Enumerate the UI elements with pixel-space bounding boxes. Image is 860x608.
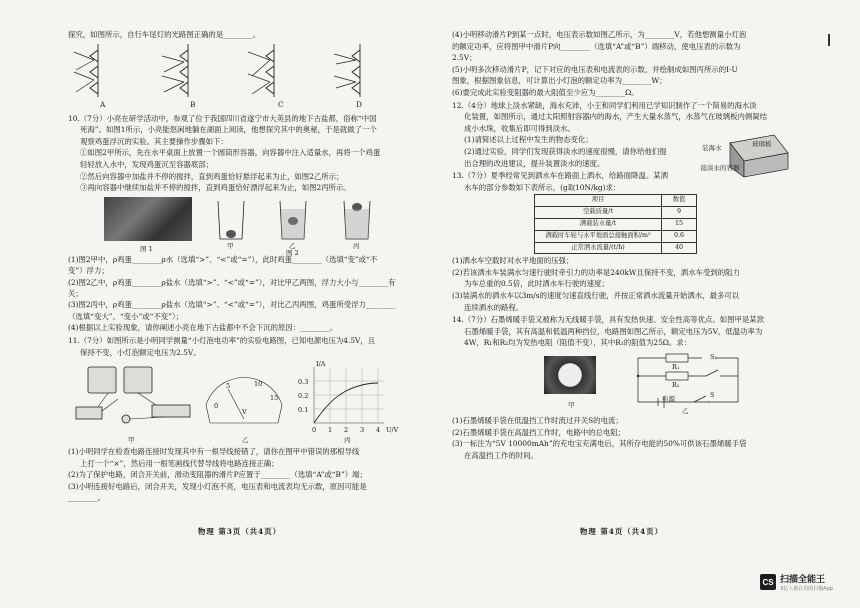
q10-subquestions xyxy=(68,255,404,334)
truck-params-table xyxy=(534,194,697,254)
q13-subquestions xyxy=(452,256,790,313)
q12-line: 化装置，如图所示，通过太阳照射容器内的海水，产生大量水蒸气，水蒸气在玻璃板内侧凝结 xyxy=(464,112,768,122)
fig1-caption: 图 1 xyxy=(140,244,153,253)
watermark-text xyxy=(780,572,833,592)
mirror-label-c: C xyxy=(278,99,284,109)
question-12 xyxy=(452,101,790,170)
mirror-figure xyxy=(68,42,404,112)
q10-figures xyxy=(68,195,404,255)
graph-xlabel: U/V xyxy=(386,426,399,435)
label-container: 接淡水的容器 xyxy=(700,163,740,172)
mirror-diagrams xyxy=(68,42,404,112)
fig2-bing: 丙 xyxy=(353,241,360,250)
table-cell: 0.6 xyxy=(662,230,697,242)
q13-sub: (2)若该洒水车装满水匀速行驶时牵引力的功率是240kW且保持不变，洒水车受到的阻力 xyxy=(452,267,740,277)
graph-xtick: 3 xyxy=(360,426,365,435)
q13-sub: 连续洒水的路程。 xyxy=(464,302,524,312)
page-footer-left: 物理 第3页（共4页） xyxy=(198,527,281,536)
table-cell: 满载装水量/t xyxy=(535,218,662,230)
table-row xyxy=(535,218,697,230)
table-cell: 空载质量/t xyxy=(535,207,662,219)
table-cell: 40 xyxy=(662,242,697,254)
q10-line: 观察鸡蛋浮沉的实验。其主要操作步骤如下： xyxy=(80,136,228,146)
label-seawater: 装海水 xyxy=(702,143,722,152)
q14-sub: 在高温挡工作的时间。 xyxy=(464,450,538,460)
graph-xtick: 4 xyxy=(376,426,381,435)
q10-line: 轻轻放入水中，发现鸡蛋沉至容器底部； xyxy=(80,159,214,169)
q11c-line: (4)小明移动滑片P到某一点时，电压表示数如图乙所示，为________V，若他想测量小灯泡 xyxy=(452,30,747,39)
mirror-label-a: A xyxy=(100,99,106,109)
q14-subquestions xyxy=(452,416,790,461)
q11-sub: 上打一个“×”，然后用一根笔画线代替导线将电路连接正确； xyxy=(80,458,279,468)
q10-line: ③再向容器中继续加盐并不停的搅拌，直到鸡蛋恰好漂浮起来为止，如图2丙所示。 xyxy=(80,183,351,193)
graph-ytick: 0.2 xyxy=(298,392,309,401)
graph-ylabel: I/A xyxy=(316,360,326,369)
q11c-line: 图象，根据图象信息，可计算出小灯泡的额定功率为________W； xyxy=(452,76,667,86)
q10-sub: (4)根据以上实验现象，请你阐述小亮在地下古盐都中不会下沉的原因：________。 xyxy=(68,323,338,333)
meter-tick: 0 xyxy=(214,402,219,411)
q13-sub: (3)装满水的洒水车以3m/s的速度匀速直线行驶，并按正常洒水流量开始洒水，最多可以 xyxy=(452,291,740,301)
table-header-row xyxy=(535,195,697,207)
q11-sub: (3)小明连接好电路后，闭合开关，发现小灯泡不亮，电压表和电流表均无示数，原因可能是 xyxy=(68,481,367,491)
q10-sub: (3)图2丙中，ρ鸡蛋________ρ盐水（选填“>”、“<”或“=”），对比乙丙两图，鸡蛋所受浮力________ xyxy=(68,300,396,310)
q12-line: 成小水珠，收集后即可得到淡水。 xyxy=(464,123,575,133)
meter-tick: 10 xyxy=(254,380,263,389)
q11-line: 保持不变，小灯泡额定电压为2.5V。 xyxy=(80,347,201,357)
table-cell: 15 xyxy=(662,218,697,230)
q11-line: 11.（7分）如图所示是小明同学测量“小灯泡电功率”的实验电路图，已知电源电压为4.5V，且 xyxy=(68,335,376,345)
page-footer-right: 物理 第4页（共4页） xyxy=(580,527,663,536)
q12-line: (2)通过实验，同学们发现获得淡水的速度很慢，请你给他们提 xyxy=(464,146,667,156)
q10-sub: (2)图2乙中，ρ鸡蛋________ρ盐水（选填“>”、“<”或“=”），对比甲乙两图，浮力大小与________有关； xyxy=(68,277,396,298)
q11-subquestions xyxy=(68,447,404,504)
graph-xtick: 2 xyxy=(344,426,349,435)
q14-fig-jia: 甲 xyxy=(568,401,575,410)
q10-line: ②然后向容器中加盐并不停的搅拌，直到鸡蛋恰好悬浮起来为止，如图2乙所示； xyxy=(80,171,344,181)
q13-line: 13.（7分）夏季经常见到洒水车在路面上洒水，给路面降温。某洒 xyxy=(452,171,669,181)
q11-sub: (1)小明同学在检查电路连接时发现其中有一根导线接错了，请你在图甲中错误的那根导线 xyxy=(68,447,360,457)
camscanner-logo-icon: CS xyxy=(760,574,776,590)
q14-line: 石墨烯暖手袋，其有高温和低温两种挡位，电路图如图乙所示，额定电压为5V，低温功率为 xyxy=(464,326,763,336)
q11-sub: ________。 xyxy=(68,493,105,503)
table-cell: 9 xyxy=(662,207,697,219)
q12-line: 12.（4分）地球上淡水紧缺，海水充沛，小王和同学们利用已学知识制作了一个简易的海水淡 xyxy=(452,100,757,110)
mirror-label-d: D xyxy=(356,99,362,109)
q14-figures xyxy=(452,350,790,416)
explore-line: 探究，如图所示，自行车尾灯的光路图正确的是________。 xyxy=(68,30,261,39)
table-header: 项目 xyxy=(535,195,662,207)
label-power: 电源 xyxy=(662,395,675,404)
table-header: 数值 xyxy=(662,195,697,207)
fig2-yi: 乙 xyxy=(289,241,296,250)
meter-label: V xyxy=(242,408,247,417)
q11-fig-yi: 乙 xyxy=(242,436,249,445)
label-s: S xyxy=(710,391,715,400)
q11-fig-jia: 甲 xyxy=(128,436,135,445)
q10-sub: (1)图2甲中，ρ鸡蛋________ρ水（选填“>”、“<”或“=”），此时鸡蛋________（选填“变”或“不 xyxy=(68,254,378,264)
watermark-sub: 3亿人都在用的扫描App xyxy=(780,586,833,592)
q12-line: 出合理的改进建议，提升装置淡水的速度。 xyxy=(464,158,605,168)
label-glass: 玻璃板 xyxy=(752,139,772,148)
q11c-line: (6)要完成此实验变阻器的最大阻值至少应为________Ω。 xyxy=(452,87,639,97)
scanner-watermark xyxy=(760,572,833,592)
label-r1: R₁ xyxy=(672,363,680,372)
graph-xtick: 0 xyxy=(312,426,317,435)
q10-line: 死海”。如图1所示，小亮能悠闲地躺在湖面上阅读，他想探究其中的奥秘，于是就做了一个 xyxy=(80,125,377,135)
left-column xyxy=(68,30,404,505)
circuit-diagram xyxy=(628,350,748,412)
graph-ytick: 0.1 xyxy=(298,406,309,415)
q10-line: 10.（7分）小亮在研学活动中，参观了位于我国四川省遂宁市大英县的地下古盐都，俗称“中国 xyxy=(68,113,377,123)
fig2-jia: 甲 xyxy=(227,241,234,250)
table-row xyxy=(535,230,697,242)
q10-line: ①如图2甲所示，先在水平桌面上放置一个圆筒形容器，向容器中注入适量水，再将一个鸡蛋 xyxy=(80,148,381,158)
graph-ytick: 0.3 xyxy=(298,378,309,387)
q11c-line: 2.5V； xyxy=(452,53,477,63)
scan-mark xyxy=(828,34,830,46)
question-11 xyxy=(68,336,404,358)
q11-figures xyxy=(68,359,404,447)
q11-fig-bing: 丙 xyxy=(344,436,351,445)
label-r2: R₂ xyxy=(672,381,680,390)
meter-tick: 5 xyxy=(226,382,231,391)
q14-sub: (2)石墨烯暖手袋在高温挡工作时，电路中的总电阻； xyxy=(452,427,626,437)
q14-fig-yi: 乙 xyxy=(682,407,689,416)
label-s1: S₁ xyxy=(710,353,718,362)
q14-line: 14.（7分）石墨烯暖手袋又被称为无线暖手袋，具有发热快速、安全性高等优点。如图甲是某款 xyxy=(452,315,765,325)
q14-sub: (1)石墨烯暖手袋在低温挡工作时流过开关S的电流； xyxy=(452,416,623,426)
mirror-label-b: B xyxy=(190,99,196,109)
table-row xyxy=(535,207,697,219)
q11-continued xyxy=(452,30,790,99)
graph-xtick: 1 xyxy=(328,426,333,435)
table-cell: 满载时车轮与水平地面总接触面积/m² xyxy=(535,230,662,242)
meter-tick: 15 xyxy=(270,394,279,403)
watermark-name: 扫描全能王 xyxy=(780,575,826,585)
q14-line: 4W，R₁和R₂均为发热电阻（阻值不变），其中R₁的阻值为25Ω。求： xyxy=(464,338,692,348)
hand-warmer-photo xyxy=(544,356,596,394)
circuit-meter-graph xyxy=(68,359,404,447)
q11c-line: (5)小明多次移动滑片P，记下对应的电压表和电流表的示数，并绘制成如图丙所示的I-U xyxy=(452,64,738,74)
q10-sub: （选填“变大”、“变小”或“不变”）； xyxy=(68,311,184,321)
q10-sub: 变”）浮力； xyxy=(68,266,109,276)
table-cell: 正常洒水流量/(t/h) xyxy=(535,242,662,254)
q14-sub: (3)一标注为“5V 10000mAh”的充电宝充满电后，其所存电能的50%可供该石墨烯暖手袋 xyxy=(452,439,747,449)
q11-sub: (2)为了保护电路，闭合开关前，滑动变阻器的滑片P应置于________（选填“A”或“B”）端； xyxy=(68,470,367,480)
q13-sub: 为车总重的0.5倍，此时洒水车行驶的速度； xyxy=(464,279,609,289)
q11c-line: 的额定功率，应将图甲中滑片P向________（选填“A”或“B”）端移动，使电压表的示数为 xyxy=(452,41,741,51)
q13-line: 水车的部分参数如下表所示，(g取10N/kg)求： xyxy=(464,182,621,192)
question-10 xyxy=(68,114,404,194)
table-row xyxy=(535,242,697,254)
fig2-caption: 图 2 xyxy=(286,248,299,257)
q12-line: (1)请简述以上过程中发生的物态变化； xyxy=(464,135,593,145)
q13-sub: (1)洒水车空载时对水平地面的压强； xyxy=(452,256,574,266)
question-14 xyxy=(452,315,790,349)
right-column xyxy=(452,30,790,462)
